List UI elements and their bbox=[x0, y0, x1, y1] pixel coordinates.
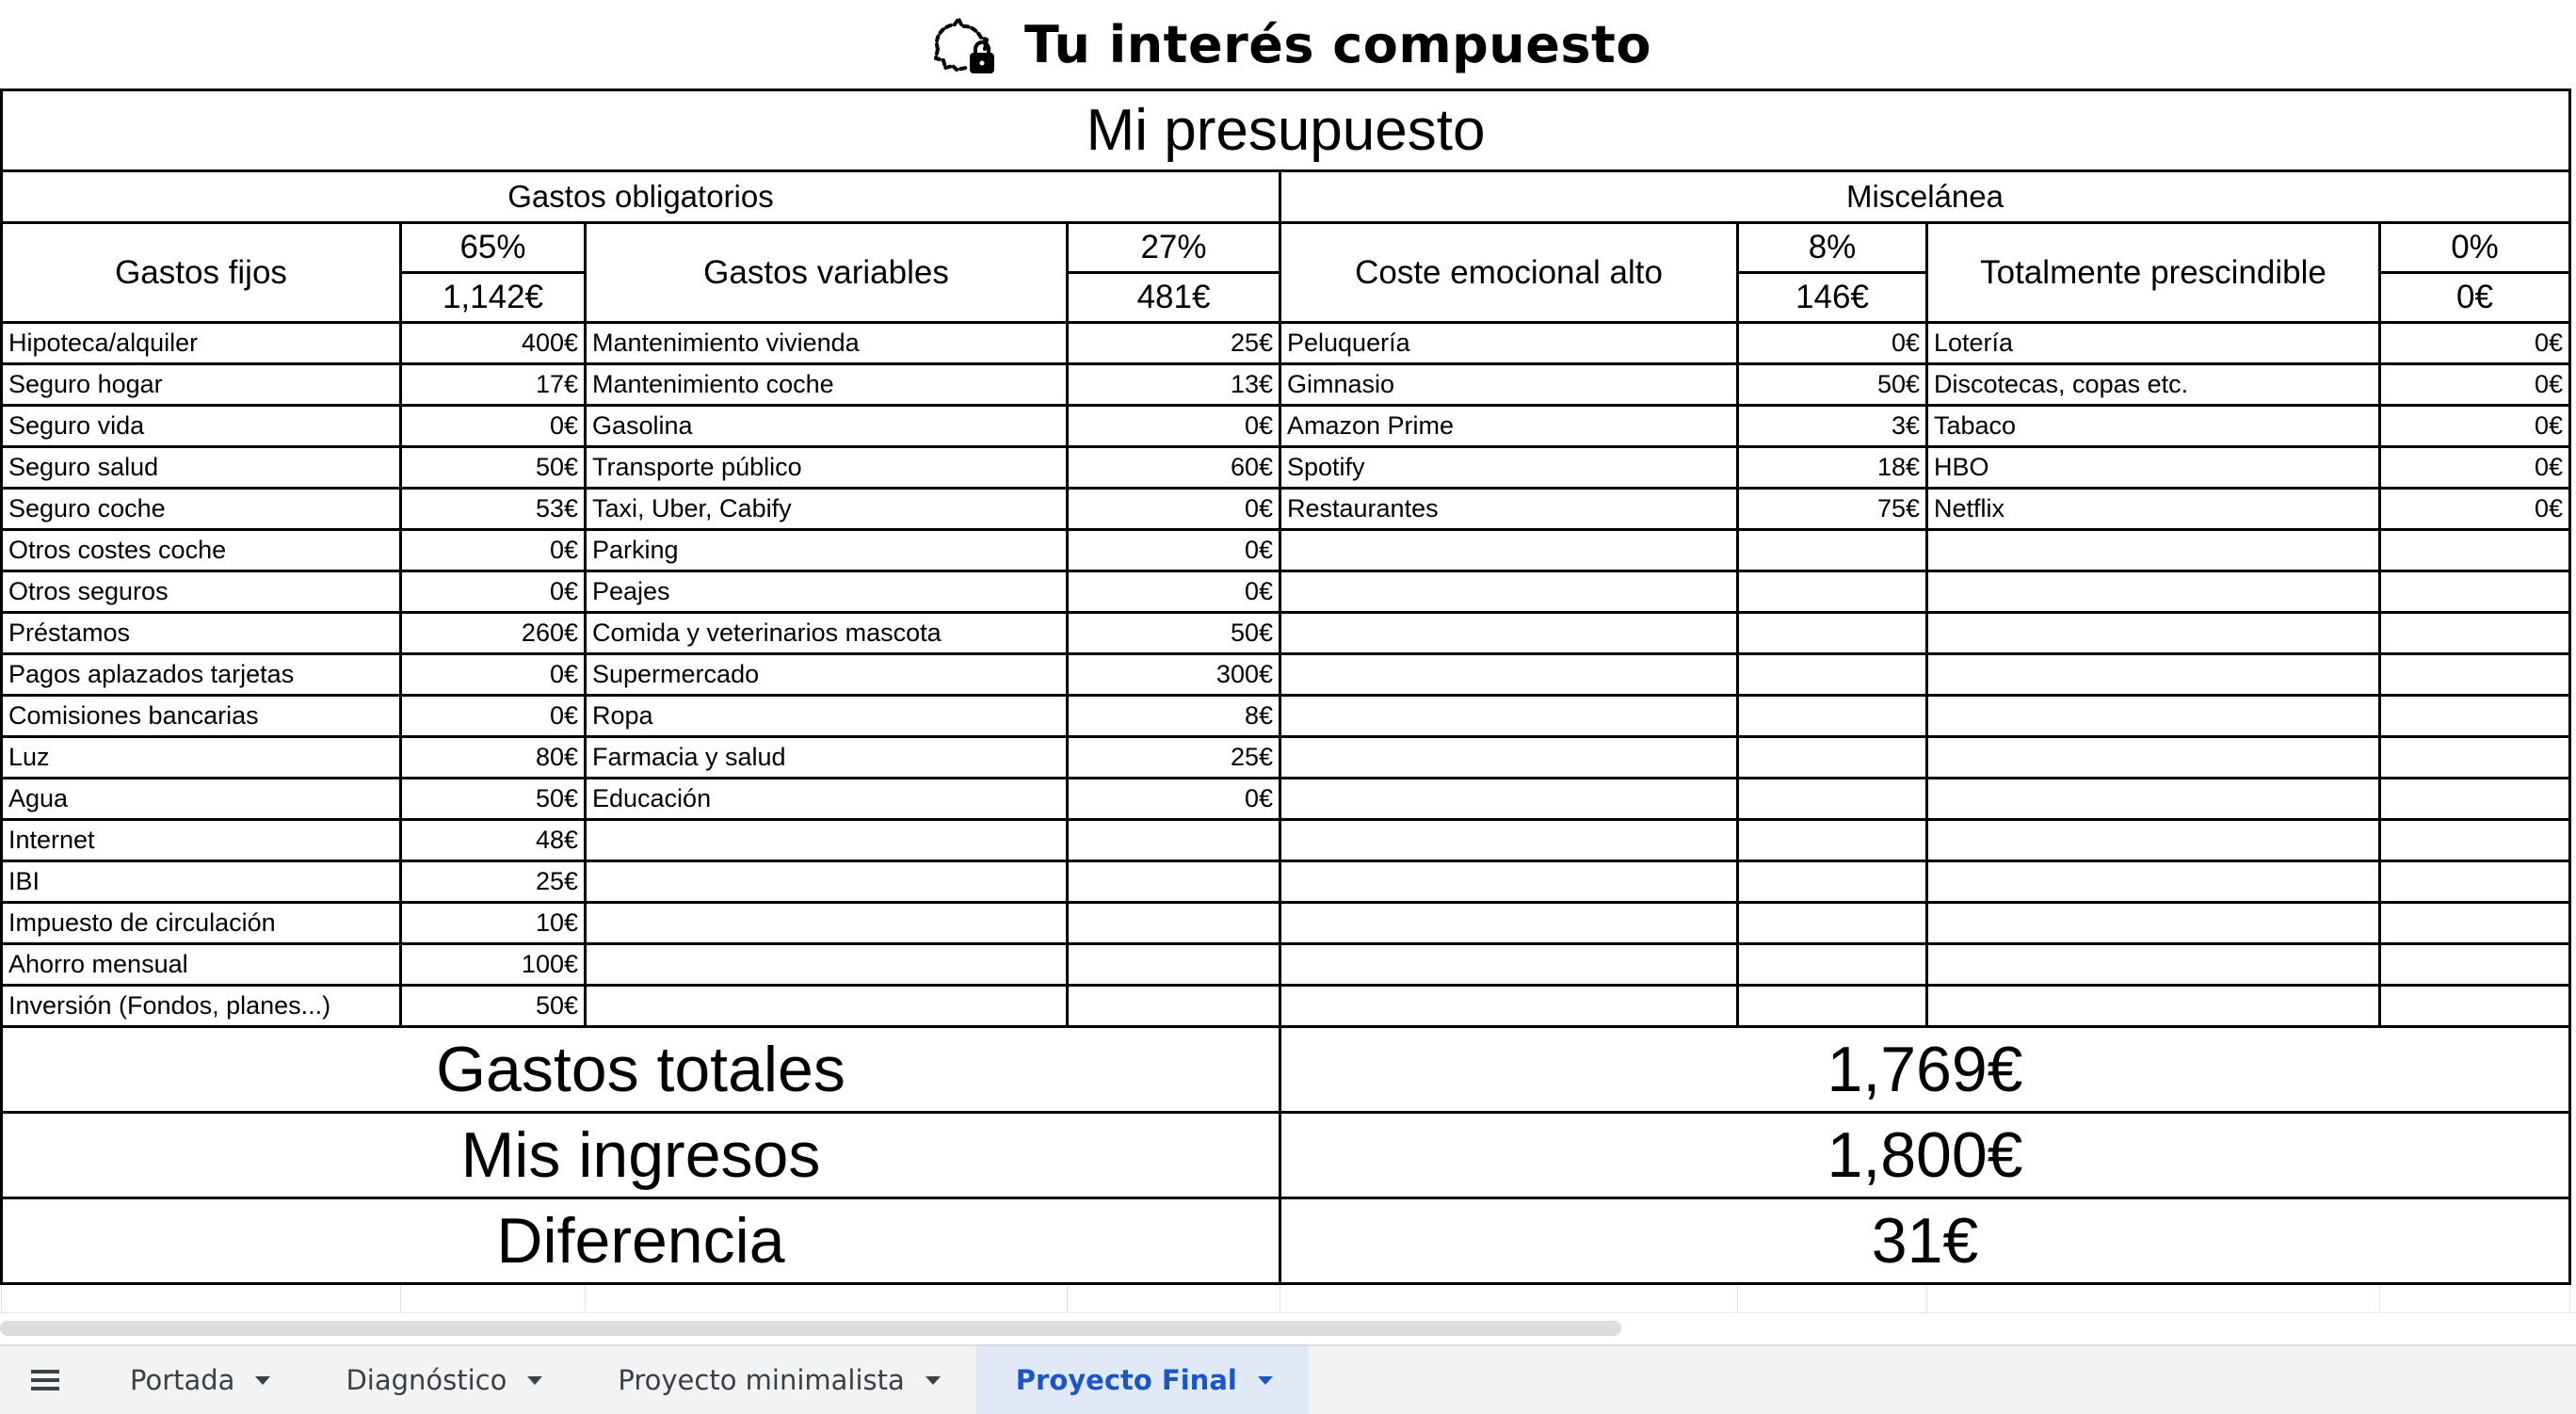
expense-name-cell[interactable]: Netflix bbox=[1927, 489, 2380, 530]
expense-name-cell[interactable] bbox=[1280, 779, 1738, 820]
expense-name-cell[interactable] bbox=[1927, 944, 2380, 986]
expense-name-cell[interactable] bbox=[1927, 903, 2380, 944]
expense-amount-cell[interactable] bbox=[1738, 861, 1927, 903]
category-total[interactable]: 0€ bbox=[2380, 273, 2570, 323]
section-miscelanea[interactable]: Miscelánea bbox=[1280, 171, 2570, 223]
expense-name-cell[interactable]: Agua bbox=[2, 779, 401, 820]
expense-name-cell[interactable]: Gasolina bbox=[586, 406, 1068, 447]
summary-label-gastos-totales[interactable]: Gastos totales bbox=[2, 1027, 1280, 1113]
expense-amount-cell[interactable]: 0€ bbox=[1068, 779, 1280, 820]
expense-amount-cell[interactable] bbox=[1068, 820, 1280, 861]
expense-amount-cell[interactable] bbox=[1068, 861, 1280, 903]
expense-amount-cell[interactable]: 75€ bbox=[1738, 489, 1927, 530]
table-row bbox=[2, 406, 2570, 447]
budget-title[interactable]: Mi presupuesto bbox=[2, 90, 2570, 171]
expense-name-cell[interactable]: Comida y veterinarios mascota bbox=[586, 613, 1068, 654]
expense-name-cell[interactable]: Inversión (Fondos, planes...) bbox=[2, 986, 401, 1027]
budget-table bbox=[0, 88, 2571, 1322]
expense-amount-cell[interactable]: 50€ bbox=[1738, 364, 1927, 406]
expense-name-cell[interactable]: Transporte público bbox=[586, 447, 1068, 489]
expense-name-cell[interactable]: Gimnasio bbox=[1280, 364, 1738, 406]
expense-name-cell[interactable]: Seguro salud bbox=[2, 447, 401, 489]
table-row bbox=[2, 737, 2570, 779]
expense-amount-cell[interactable] bbox=[2380, 861, 2570, 903]
expense-amount-cell[interactable]: 0€ bbox=[1068, 571, 1280, 613]
expense-name-cell[interactable] bbox=[1280, 820, 1738, 861]
tab-proyecto-minimalista[interactable] bbox=[578, 1346, 975, 1414]
expense-name-cell[interactable] bbox=[1280, 903, 1738, 944]
expense-amount-cell[interactable]: 0€ bbox=[2380, 447, 2570, 489]
expense-amount-cell[interactable]: 50€ bbox=[401, 986, 586, 1027]
expense-name-cell[interactable]: Seguro vida bbox=[2, 406, 401, 447]
expense-amount-cell[interactable]: 48€ bbox=[401, 820, 586, 861]
expense-name-cell[interactable]: Mantenimiento vivienda bbox=[586, 323, 1068, 364]
table-row bbox=[2, 654, 2570, 696]
expense-name-cell[interactable]: Seguro coche bbox=[2, 489, 401, 530]
expense-amount-cell[interactable] bbox=[2380, 737, 2570, 779]
expense-amount-cell[interactable]: 50€ bbox=[401, 779, 586, 820]
category-pct[interactable]: 27% bbox=[1068, 223, 1280, 273]
expense-amount-cell[interactable]: 0€ bbox=[1068, 489, 1280, 530]
tab-label: Portada bbox=[130, 1364, 235, 1396]
section-gastos-obligatorios[interactable]: Gastos obligatorios bbox=[2, 171, 1280, 223]
expense-name-cell[interactable] bbox=[586, 986, 1068, 1027]
expense-amount-cell[interactable] bbox=[1738, 944, 1927, 986]
expense-amount-cell[interactable]: 25€ bbox=[401, 861, 586, 903]
expense-amount-cell[interactable] bbox=[1738, 696, 1927, 737]
expense-amount-cell[interactable] bbox=[1738, 986, 1927, 1027]
category-pct[interactable]: 65% bbox=[401, 223, 586, 273]
expense-name-cell[interactable]: Parking bbox=[586, 530, 1068, 571]
expense-amount-cell[interactable] bbox=[1738, 530, 1927, 571]
summary-value-gastos-totales[interactable]: 1,769€ bbox=[1280, 1027, 2570, 1113]
summary-value-diferencia[interactable]: 31€ bbox=[1280, 1198, 2570, 1284]
expense-name-cell[interactable]: Préstamos bbox=[2, 613, 401, 654]
expense-name-cell[interactable] bbox=[1280, 986, 1738, 1027]
category-gastos-fijos[interactable]: Gastos fijos bbox=[2, 223, 401, 323]
expense-name-cell[interactable]: Peluquería bbox=[1280, 323, 1738, 364]
brand-header bbox=[0, 0, 2576, 88]
summary-label-ingresos[interactable]: Mis ingresos bbox=[2, 1113, 1280, 1198]
expense-name-cell[interactable]: Impuesto de circulación bbox=[2, 903, 401, 944]
expense-name-cell[interactable]: Ahorro mensual bbox=[2, 944, 401, 986]
category-pct[interactable]: 8% bbox=[1738, 223, 1927, 273]
horizontal-scrollbar[interactable] bbox=[0, 1312, 2576, 1339]
expense-name-cell[interactable]: Pagos aplazados tarjetas bbox=[2, 654, 401, 696]
expense-name-cell[interactable]: Tabaco bbox=[1927, 406, 2380, 447]
expense-amount-cell[interactable]: 0€ bbox=[2380, 489, 2570, 530]
expense-name-cell[interactable]: HBO bbox=[1927, 447, 2380, 489]
table-row bbox=[2, 986, 2570, 1027]
expense-amount-cell[interactable]: 18€ bbox=[1738, 447, 1927, 489]
expense-amount-cell[interactable]: 0€ bbox=[401, 696, 586, 737]
tab-portada[interactable] bbox=[90, 1346, 306, 1414]
table-row bbox=[2, 613, 2570, 654]
expense-name-cell[interactable] bbox=[1927, 779, 2380, 820]
expense-amount-cell[interactable] bbox=[1738, 654, 1927, 696]
expense-name-cell[interactable] bbox=[1280, 654, 1738, 696]
category-prescindible[interactable]: Totalmente prescindible bbox=[1927, 223, 2380, 323]
expense-amount-cell[interactable]: 25€ bbox=[1068, 323, 1280, 364]
tab-label: Proyecto Final bbox=[1015, 1364, 1237, 1396]
expense-amount-cell[interactable]: 8€ bbox=[1068, 696, 1280, 737]
expense-amount-cell[interactable]: 0€ bbox=[1068, 530, 1280, 571]
brand-title: Tu interés compuesto bbox=[1024, 14, 1651, 74]
expense-amount-cell[interactable] bbox=[2380, 820, 2570, 861]
tab-label: Diagnóstico bbox=[346, 1364, 507, 1396]
expense-name-cell[interactable] bbox=[1280, 530, 1738, 571]
expense-amount-cell[interactable] bbox=[2380, 530, 2570, 571]
expense-amount-cell[interactable] bbox=[2380, 779, 2570, 820]
table-row bbox=[2, 903, 2570, 944]
expense-name-cell[interactable]: Peajes bbox=[586, 571, 1068, 613]
expense-name-cell[interactable] bbox=[1280, 861, 1738, 903]
expense-amount-cell[interactable] bbox=[1738, 903, 1927, 944]
category-total[interactable]: 481€ bbox=[1068, 273, 1280, 323]
hamburger-icon bbox=[31, 1378, 59, 1382]
expense-amount-cell[interactable] bbox=[2380, 903, 2570, 944]
expense-name-cell[interactable]: Supermercado bbox=[586, 654, 1068, 696]
caret-down-icon[interactable] bbox=[255, 1376, 270, 1385]
expense-name-cell[interactable]: Seguro hogar bbox=[2, 364, 401, 406]
expense-name-cell[interactable]: Discotecas, copas etc. bbox=[1927, 364, 2380, 406]
expense-amount-cell[interactable]: 0€ bbox=[401, 406, 586, 447]
caret-down-icon[interactable] bbox=[1258, 1376, 1273, 1385]
expense-amount-cell[interactable] bbox=[1068, 903, 1280, 944]
expense-name-cell[interactable] bbox=[1927, 820, 2380, 861]
expense-amount-cell[interactable]: 50€ bbox=[401, 447, 586, 489]
expense-amount-cell[interactable]: 80€ bbox=[401, 737, 586, 779]
expense-amount-cell[interactable]: 0€ bbox=[1068, 406, 1280, 447]
sheet-tab-bar bbox=[0, 1344, 2576, 1414]
expense-amount-cell[interactable] bbox=[1068, 986, 1280, 1027]
table-row bbox=[2, 530, 2570, 571]
expense-amount-cell[interactable] bbox=[1068, 944, 1280, 986]
expense-name-cell[interactable]: Ropa bbox=[586, 696, 1068, 737]
expense-name-cell[interactable]: Taxi, Uber, Cabify bbox=[586, 489, 1068, 530]
expense-name-cell[interactable] bbox=[1927, 986, 2380, 1027]
table-row bbox=[2, 364, 2570, 406]
expense-name-cell[interactable]: Lotería bbox=[1927, 323, 2380, 364]
expense-amount-cell[interactable]: 0€ bbox=[1738, 323, 1927, 364]
expense-name-cell[interactable] bbox=[586, 861, 1068, 903]
table-row bbox=[2, 323, 2570, 364]
expense-amount-cell[interactable] bbox=[2380, 571, 2570, 613]
expense-amount-cell[interactable]: 260€ bbox=[401, 613, 586, 654]
expense-amount-cell[interactable] bbox=[1738, 571, 1927, 613]
expense-name-cell[interactable] bbox=[1927, 613, 2380, 654]
expense-name-cell[interactable]: Amazon Prime bbox=[1280, 406, 1738, 447]
expense-name-cell[interactable]: Spotify bbox=[1280, 447, 1738, 489]
expense-name-cell[interactable]: Hipoteca/alquiler bbox=[2, 323, 401, 364]
expense-name-cell[interactable]: Otros seguros bbox=[2, 571, 401, 613]
piggy-bank-lock-icon bbox=[925, 11, 1000, 77]
expense-name-cell[interactable]: Comisiones bancarias bbox=[2, 696, 401, 737]
expense-amount-cell[interactable]: 17€ bbox=[401, 364, 586, 406]
expense-name-cell[interactable]: IBI bbox=[2, 861, 401, 903]
expense-amount-cell[interactable]: 53€ bbox=[401, 489, 586, 530]
expense-amount-cell[interactable] bbox=[2380, 613, 2570, 654]
expense-name-cell[interactable] bbox=[1927, 571, 2380, 613]
expense-amount-cell[interactable]: 0€ bbox=[401, 571, 586, 613]
expense-amount-cell[interactable]: 25€ bbox=[1068, 737, 1280, 779]
tab-diagnostico[interactable] bbox=[306, 1346, 578, 1414]
table-row bbox=[2, 489, 2570, 530]
expense-amount-cell[interactable] bbox=[2380, 986, 2570, 1027]
scrollbar-thumb[interactable] bbox=[0, 1321, 1621, 1336]
expense-name-cell[interactable] bbox=[1927, 530, 2380, 571]
spreadsheet-grid[interactable] bbox=[0, 88, 2576, 1322]
expense-amount-cell[interactable]: 3€ bbox=[1738, 406, 1927, 447]
expense-amount-cell[interactable]: 100€ bbox=[401, 944, 586, 986]
expense-amount-cell[interactable] bbox=[2380, 944, 2570, 986]
expense-amount-cell[interactable]: 0€ bbox=[401, 530, 586, 571]
expense-amount-cell[interactable] bbox=[1738, 737, 1927, 779]
expense-name-cell[interactable]: Otros costes coche bbox=[2, 530, 401, 571]
expense-name-cell[interactable] bbox=[1280, 613, 1738, 654]
expense-amount-cell[interactable]: 0€ bbox=[401, 654, 586, 696]
expense-name-cell[interactable] bbox=[1927, 696, 2380, 737]
expense-amount-cell[interactable] bbox=[2380, 654, 2570, 696]
expense-name-cell[interactable] bbox=[586, 944, 1068, 986]
expense-amount-cell[interactable]: 10€ bbox=[401, 903, 586, 944]
category-coste-emocional[interactable]: Coste emocional alto bbox=[1280, 223, 1738, 323]
expense-name-cell[interactable]: Educación bbox=[586, 779, 1068, 820]
caret-down-icon[interactable] bbox=[926, 1376, 941, 1385]
expense-name-cell[interactable]: Luz bbox=[2, 737, 401, 779]
expense-amount-cell[interactable]: 13€ bbox=[1068, 364, 1280, 406]
expense-amount-cell[interactable]: 0€ bbox=[2380, 406, 2570, 447]
expense-name-cell[interactable] bbox=[586, 903, 1068, 944]
expense-amount-cell[interactable]: 400€ bbox=[401, 323, 586, 364]
expense-amount-cell[interactable]: 50€ bbox=[1068, 613, 1280, 654]
expense-amount-cell[interactable] bbox=[1738, 613, 1927, 654]
category-pct[interactable]: 0% bbox=[2380, 223, 2570, 273]
expense-amount-cell[interactable]: 60€ bbox=[1068, 447, 1280, 489]
expense-amount-cell[interactable] bbox=[1738, 820, 1927, 861]
expense-name-cell[interactable] bbox=[1280, 944, 1738, 986]
expense-amount-cell[interactable]: 0€ bbox=[2380, 364, 2570, 406]
table-row bbox=[2, 696, 2570, 737]
category-total[interactable]: 146€ bbox=[1738, 273, 1927, 323]
tab-label: Proyecto minimalista bbox=[618, 1364, 905, 1396]
category-gastos-variables[interactable]: Gastos variables bbox=[586, 223, 1068, 323]
expense-name-cell[interactable] bbox=[1927, 654, 2380, 696]
table-row bbox=[2, 944, 2570, 986]
expense-name-cell[interactable] bbox=[586, 820, 1068, 861]
expense-name-cell[interactable]: Mantenimiento coche bbox=[586, 364, 1068, 406]
caret-down-icon[interactable] bbox=[527, 1376, 542, 1385]
expense-name-cell[interactable] bbox=[1927, 737, 2380, 779]
summary-label-diferencia[interactable]: Diferencia bbox=[2, 1198, 1280, 1284]
table-row bbox=[2, 861, 2570, 903]
expense-amount-cell[interactable] bbox=[1738, 779, 1927, 820]
expense-name-cell[interactable] bbox=[1927, 861, 2380, 903]
expense-name-cell[interactable]: Restaurantes bbox=[1280, 489, 1738, 530]
table-row bbox=[2, 779, 2570, 820]
expense-amount-cell[interactable]: 0€ bbox=[2380, 323, 2570, 364]
all-sheets-menu-button[interactable] bbox=[0, 1346, 90, 1414]
expense-name-cell[interactable]: Farmacia y salud bbox=[586, 737, 1068, 779]
category-total[interactable]: 1,142€ bbox=[401, 273, 586, 323]
expense-name-cell[interactable] bbox=[1280, 737, 1738, 779]
table-row bbox=[2, 447, 2570, 489]
expense-amount-cell[interactable] bbox=[2380, 696, 2570, 737]
summary-value-ingresos[interactable]: 1,800€ bbox=[1280, 1113, 2570, 1198]
expense-amount-cell[interactable]: 300€ bbox=[1068, 654, 1280, 696]
expense-name-cell[interactable]: Internet bbox=[2, 820, 401, 861]
table-row bbox=[2, 820, 2570, 861]
table-row bbox=[2, 571, 2570, 613]
expense-name-cell[interactable] bbox=[1280, 571, 1738, 613]
expense-name-cell[interactable] bbox=[1280, 696, 1738, 737]
tab-proyecto-final[interactable] bbox=[976, 1346, 1309, 1414]
